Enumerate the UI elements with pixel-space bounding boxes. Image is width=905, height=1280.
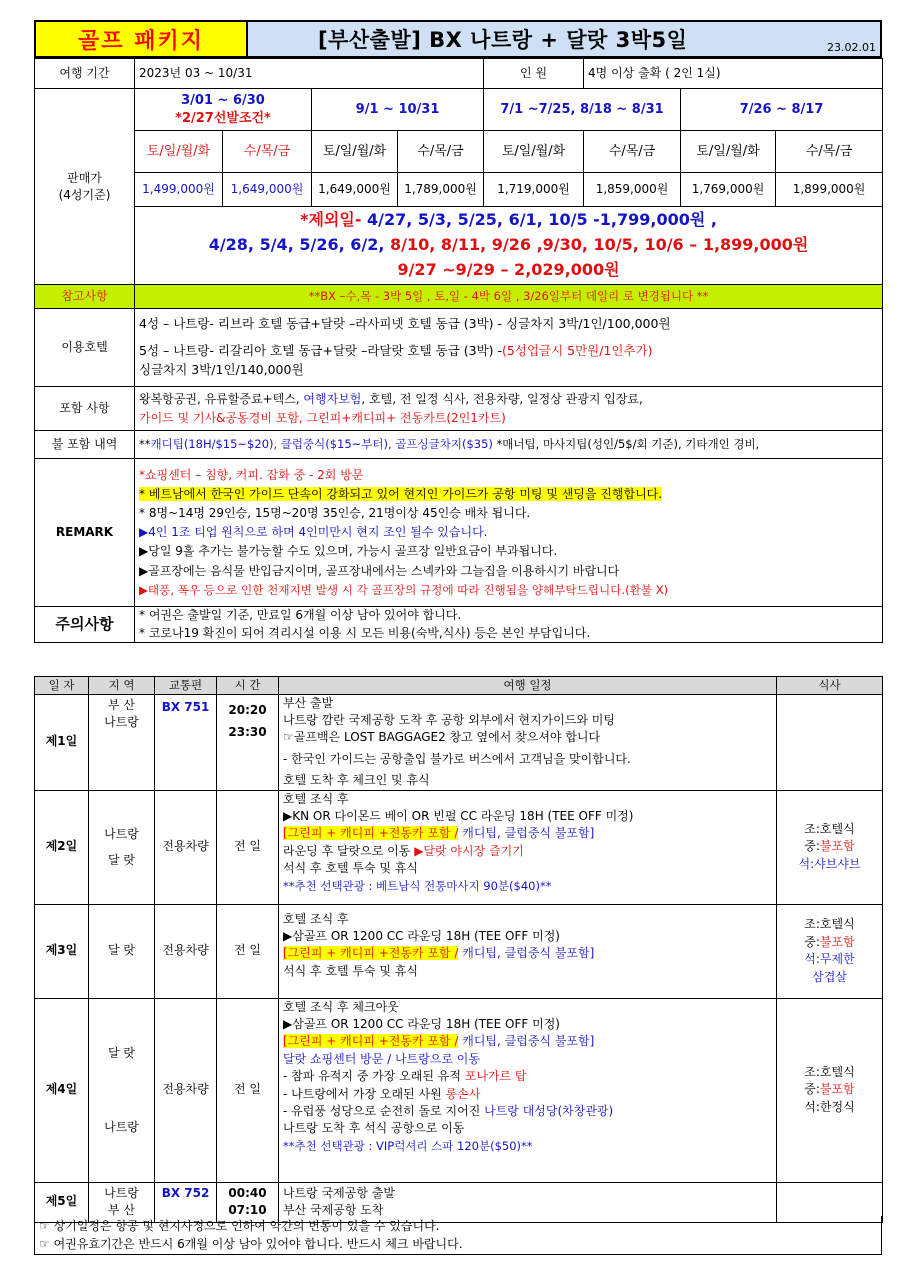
region: 부 산 <box>108 697 135 712</box>
schedule-line: 호텔 조식 후 <box>283 911 349 926</box>
schedule-line: - 참파 유적지 중 가장 오래된 유적 <box>283 1069 465 1084</box>
footer-notes <box>34 1216 882 1255</box>
remark-item: *쇼핑센터 – 침향, 커피. 잡화 중 - 2회 방문 <box>139 467 364 482</box>
transport: 전용차량 <box>155 790 217 904</box>
fee-excluded: 캐디팁, 클럽중식 불포함] <box>458 1034 595 1049</box>
people-value: 4명 이상 출확 ( 2인 1실) <box>584 59 883 89</box>
remark-item: * 8명~14명 29인승, 15명~20명 35인승, 21명이상 45인승 배차 됩니다. <box>139 506 531 521</box>
meal-lunch-value: 불포함 <box>819 839 855 854</box>
itinerary-table <box>34 676 883 1223</box>
note-item: ☞ 상기일정은 항공 및 현지사정으로 인하여 약간의 변동이 있을 수 있습니다. <box>39 1219 440 1233</box>
remark-item: ▶4인 1조 티업 원칙으로 하며 4인미만시 현지 조인 될수 있습니다. <box>139 525 488 540</box>
flight-number: BX 751 <box>155 694 217 790</box>
region: 나트랑 <box>104 1186 139 1201</box>
night-market: ▶달랏 야시장 즐기기 <box>414 843 524 858</box>
hotel-single-charge: 싱글차지 3박/1인/140,000원 <box>139 361 304 377</box>
fee-included: [그린피 + 캐디피 +전동카 포함 / <box>283 946 459 961</box>
excluded-golf-fees: 캐디팁(18H/$15~$20), 클럽중식($15~부터), 골프싱글차지($35) <box>150 436 493 451</box>
remarks <box>135 459 883 607</box>
day-label: 제4일 <box>35 998 89 1182</box>
day-label: 제5일 <box>35 1182 89 1222</box>
exclusion-line-2b: 8/10, 8/11, 9/26 ,9/30, 10/5, 10/6 – 1,899,000원 <box>389 235 809 255</box>
page-header <box>34 20 882 58</box>
hotel-line-4star: 4성 – 나트랑- 리브라 호텔 동급+달랏 –라사피넷 호텔 동급 (3박) - 싱글차지 3박/1인/100,000원 <box>139 316 671 332</box>
region: 나트랑 <box>104 1120 139 1135</box>
flight-number: BX 752 <box>155 1182 217 1222</box>
price-value: 1,649,000원 <box>312 173 398 207</box>
region: 달 랏 <box>89 904 155 998</box>
col-header-region: 지 역 <box>89 677 155 695</box>
day-group: 토/일/월/화 <box>484 131 584 173</box>
itinerary-row-day4 <box>35 998 883 1182</box>
optional-tour: **추천 선택관광 : 베트남식 전통마사지 90분($40)** <box>283 878 552 893</box>
schedule-line: - 한국인 가이드는 공항출입 불가로 버스에서 고객님을 맞이합니다. <box>283 751 631 766</box>
meal-breakfast: 조:호텔식 <box>804 1065 855 1080</box>
day-group: 수/목/금 <box>223 131 312 173</box>
day-group: 토/일/월/화 <box>681 131 776 173</box>
day-group: 수/목/금 <box>584 131 681 173</box>
day-group: 토/일/월/화 <box>312 131 398 173</box>
time: 07:10 <box>228 1203 267 1218</box>
col-header-transport: 교통편 <box>155 677 217 695</box>
region: 달 랏 <box>108 1046 135 1061</box>
caution-label: 주의사항 <box>35 607 135 643</box>
season-2-range: 9/1 ~ 10/31 <box>312 89 484 131</box>
title-banner <box>248 22 880 56</box>
period-label: 여행 기간 <box>35 59 135 89</box>
schedule-line: 호텔 조식 후 체크아웃 <box>283 999 399 1014</box>
notice-label: 참고사항 <box>35 285 135 309</box>
notice-text: **BX –수,목 - 3박 5일 , 토,일 - 4박 6일 , 3/26일부터 데일리 로 변경됩니다 ** <box>135 285 883 309</box>
meal-breakfast: 조:호텔식 <box>804 822 855 837</box>
exclusion-dates <box>135 207 883 285</box>
day-label: 제3일 <box>35 904 89 998</box>
excluded-items <box>135 431 883 459</box>
price-value: 1,899,000원 <box>776 173 883 207</box>
sight-longson: 롱손사 <box>445 1086 481 1101</box>
itinerary-row-day3 <box>35 904 883 998</box>
fee-excluded: 캐디팁, 클럽중식 불포함] <box>458 946 595 961</box>
schedule-line: ▶삼골프 OR 1200 CC 라운딩 18H (TEE OFF 미정) <box>283 1017 560 1032</box>
schedule-line: - 나트랑에서 가장 오래된 사원 <box>283 1086 446 1101</box>
included-insurance: 여행자보험 <box>303 391 362 406</box>
meal-lunch-value: 불포함 <box>819 934 855 949</box>
meal-dinner: 석:샤브샤브 <box>798 856 861 871</box>
exclusion-prefix: *제외일- <box>300 210 368 230</box>
time: 전 일 <box>217 998 279 1182</box>
caution-item: * 코로나19 확진이 되어 격리시설 이용 시 모든 비용(숙박,식사) 등은 본인 부담입니다. <box>139 625 591 640</box>
included-line-1c: , 호텔, 전 일정 식사, 전용차량, 일정상 관광지 입장료, <box>361 391 643 406</box>
schedule-line: 나트랑 국제공항 출발 <box>283 1185 395 1200</box>
exclusion-line-1: 4/27, 5/3, 5/25, 6/1, 10/5 -1,799,000원 , <box>367 210 717 230</box>
issue-date: 23.02.01 <box>827 41 876 54</box>
schedule-line: 호텔 조식 후 <box>283 791 349 806</box>
day-group: 수/목/금 <box>776 131 883 173</box>
hotel-label: 이용호텔 <box>35 309 135 387</box>
excluded-prefix: ** <box>139 436 151 451</box>
season-4-range: 7/26 ~ 8/17 <box>681 89 883 131</box>
season-3-range: 7/1 ~7/25, 8/18 ~ 8/31 <box>484 89 681 131</box>
region: 나트랑 <box>104 826 139 841</box>
fee-included: [그린피 + 캐디피 +전동카 포함 / <box>283 826 459 841</box>
sight-ponagar: 포나가르 탑 <box>464 1069 527 1084</box>
package-info-table <box>34 58 883 643</box>
schedule-line: 라운딩 후 달랏으로 이동 <box>283 843 415 858</box>
people-label: 인 원 <box>484 59 584 89</box>
transport: 전용차량 <box>155 904 217 998</box>
transport: 전용차량 <box>155 998 217 1182</box>
price-value: 1,789,000원 <box>398 173 484 207</box>
time: 전 일 <box>217 904 279 998</box>
day-label: 제2일 <box>35 790 89 904</box>
included-label: 포함 사항 <box>35 387 135 431</box>
schedule-line: 나트랑 깜란 국제공항 도착 후 공항 외부에서 현지가이드와 미팅 <box>283 713 615 728</box>
price-value: 1,719,000원 <box>484 173 584 207</box>
note-item: ☞ 여권유효기간은 반드시 6개월 이상 남아 있어야 합니다. 반드시 체크 바랍니다. <box>39 1237 463 1251</box>
price-value: 1,499,000원 <box>135 173 223 207</box>
schedule-line: 석식 후 호텔 투숙 및 휴식 <box>283 861 418 876</box>
excluded-other: *매너팁, 마사지팁(성인/5$/회 기준), 기타개인 경비, <box>492 436 760 451</box>
time: 00:40 <box>228 1185 267 1200</box>
meal-dinner: 삼겹살 <box>812 969 847 984</box>
meal-lunch-value: 불포함 <box>819 1082 855 1097</box>
hotel-line-5star: 5성 – 나트랑- 리갈리아 호텔 동급+달랏 –라달랏 호텔 동급 (3박) - <box>139 343 503 359</box>
schedule-line: ☞골프백은 LOST BAGGAGE2 창고 옆에서 찾으셔야 합니다 <box>283 730 601 745</box>
time: 전 일 <box>217 790 279 904</box>
schedule-line: ▶삼골프 OR 1200 CC 라운딩 18H (TEE OFF 미정) <box>283 929 560 944</box>
schedule-line: ▶KN OR 다이몬드 베이 OR 빈펄 CC 라운딩 18H (TEE OFF 미정) <box>283 809 634 824</box>
schedule-line: 부산 국제공항 도착 <box>283 1203 384 1218</box>
price-value: 1,649,000원 <box>223 173 312 207</box>
fee-excluded: 캐디팁, 클럽중식 불포함] <box>458 826 595 841</box>
region: 부 산 <box>108 1203 135 1218</box>
meal-breakfast: 조:호텔식 <box>804 917 855 932</box>
package-type-label: 골프 패키지 <box>36 22 248 56</box>
caution-item: * 여권은 출발일 기준, 만료일 6개월 이상 남아 있어야 합니다. <box>139 608 462 623</box>
season-1-range: 3/01 ~ 6/30 <box>181 92 265 108</box>
remark-item: ▶태풍, 폭우 등으로 인한 천재지변 발생 시 각 골프장의 규정에 따라 진행됨을 양해부탁드립니다.(환불 X) <box>139 582 669 597</box>
time: 20:20 <box>228 702 267 717</box>
meal-lunch-label: 중: <box>804 839 820 854</box>
meal-dinner: 석:한정식 <box>804 1099 855 1114</box>
remark-item: * 베트남에서 한국인 가이드 단속이 강화되고 있어 현지인 가이드가 공항 미팅 및 샌딩을 진행합니다. <box>139 486 663 501</box>
season-1-note: *2/27선발조건* <box>175 110 271 126</box>
hotel-upgrade-note: (5성업글시 5만원/1인추가) <box>502 343 653 359</box>
schedule-line: 부산 출발 <box>283 695 334 710</box>
price-value: 1,859,000원 <box>584 173 681 207</box>
col-header-meal: 식사 <box>777 677 883 695</box>
exclusion-line-2a: 4/28, 5/4, 5/26, 6/2, <box>208 235 390 255</box>
col-header-time: 시 간 <box>217 677 279 695</box>
cautions <box>135 607 883 643</box>
time: 23:30 <box>228 724 267 739</box>
included-line-1a: 왕복항공권, 유류할증료+텍스, <box>139 391 304 406</box>
itinerary-row-day1 <box>35 694 883 790</box>
hotel-info <box>135 309 883 387</box>
schedule-line: 석식 후 호텔 투숙 및 휴식 <box>283 963 418 978</box>
remark-label: REMARK <box>35 459 135 607</box>
optional-tour: **추천 선택관광 : VIP럭셔리 스파 120분($50)** <box>283 1138 533 1153</box>
schedule-line: - 유럽풍 성당으로 순전히 돌로 지어진 <box>283 1104 485 1119</box>
itinerary-row-day2 <box>35 790 883 904</box>
included-items <box>135 387 883 431</box>
remark-item: ▶당일 9홀 추가는 불가능할 수도 있으며, 가능시 골프장 일반요금이 부과됩니다. <box>139 544 558 559</box>
season-1 <box>135 89 312 131</box>
fee-included: [그린피 + 캐디피 +전동카 포함 / <box>283 1034 459 1049</box>
meal-lunch-label: 중: <box>804 934 820 949</box>
col-header-schedule: 여행 일정 <box>279 677 777 695</box>
schedule-line: 나트랑 도착 후 석식 공항으로 이동 <box>283 1121 465 1136</box>
day-group: 토/일/월/화 <box>135 131 223 173</box>
col-header-day: 일 자 <box>35 677 89 695</box>
period-value: 2023년 03 ~ 10/31 <box>135 59 484 89</box>
sight-cathedral: 나트랑 대성당(차창관광) <box>484 1104 614 1119</box>
meal-dinner: 석:무제한 <box>804 952 855 967</box>
remark-item: ▶골프장에는 음식물 반입금지이며, 골프장내에서는 스넥카와 그늘집을 이용하시기 바랍니다 <box>139 563 620 578</box>
schedule-line: 달랏 쇼핑센터 방문 / 나트랑으로 이동 <box>283 1051 480 1066</box>
included-line-2: 가이드 및 기사&공동경비 포함, 그린피+캐디피+ 전동카트(2인1카트) <box>139 410 506 425</box>
day-group: 수/목/금 <box>398 131 484 173</box>
meal-lunch-label: 중: <box>804 1082 820 1097</box>
price-value: 1,769,000원 <box>681 173 776 207</box>
region: 나트랑 <box>104 715 139 730</box>
exclusion-line-3: 9/27 ~9/29 – 2,029,000원 <box>397 259 620 279</box>
page-title: [부산출발] BX 나트랑 + 달랏 3박5일 <box>318 28 688 52</box>
region: 달 랏 <box>108 853 135 868</box>
price-label: 판매가 (4성기준) <box>35 89 135 285</box>
day-label: 제1일 <box>35 694 89 790</box>
schedule-line: 호텔 도착 후 체크인 및 휴식 <box>283 773 430 788</box>
excluded-label: 불 포함 내역 <box>35 431 135 459</box>
